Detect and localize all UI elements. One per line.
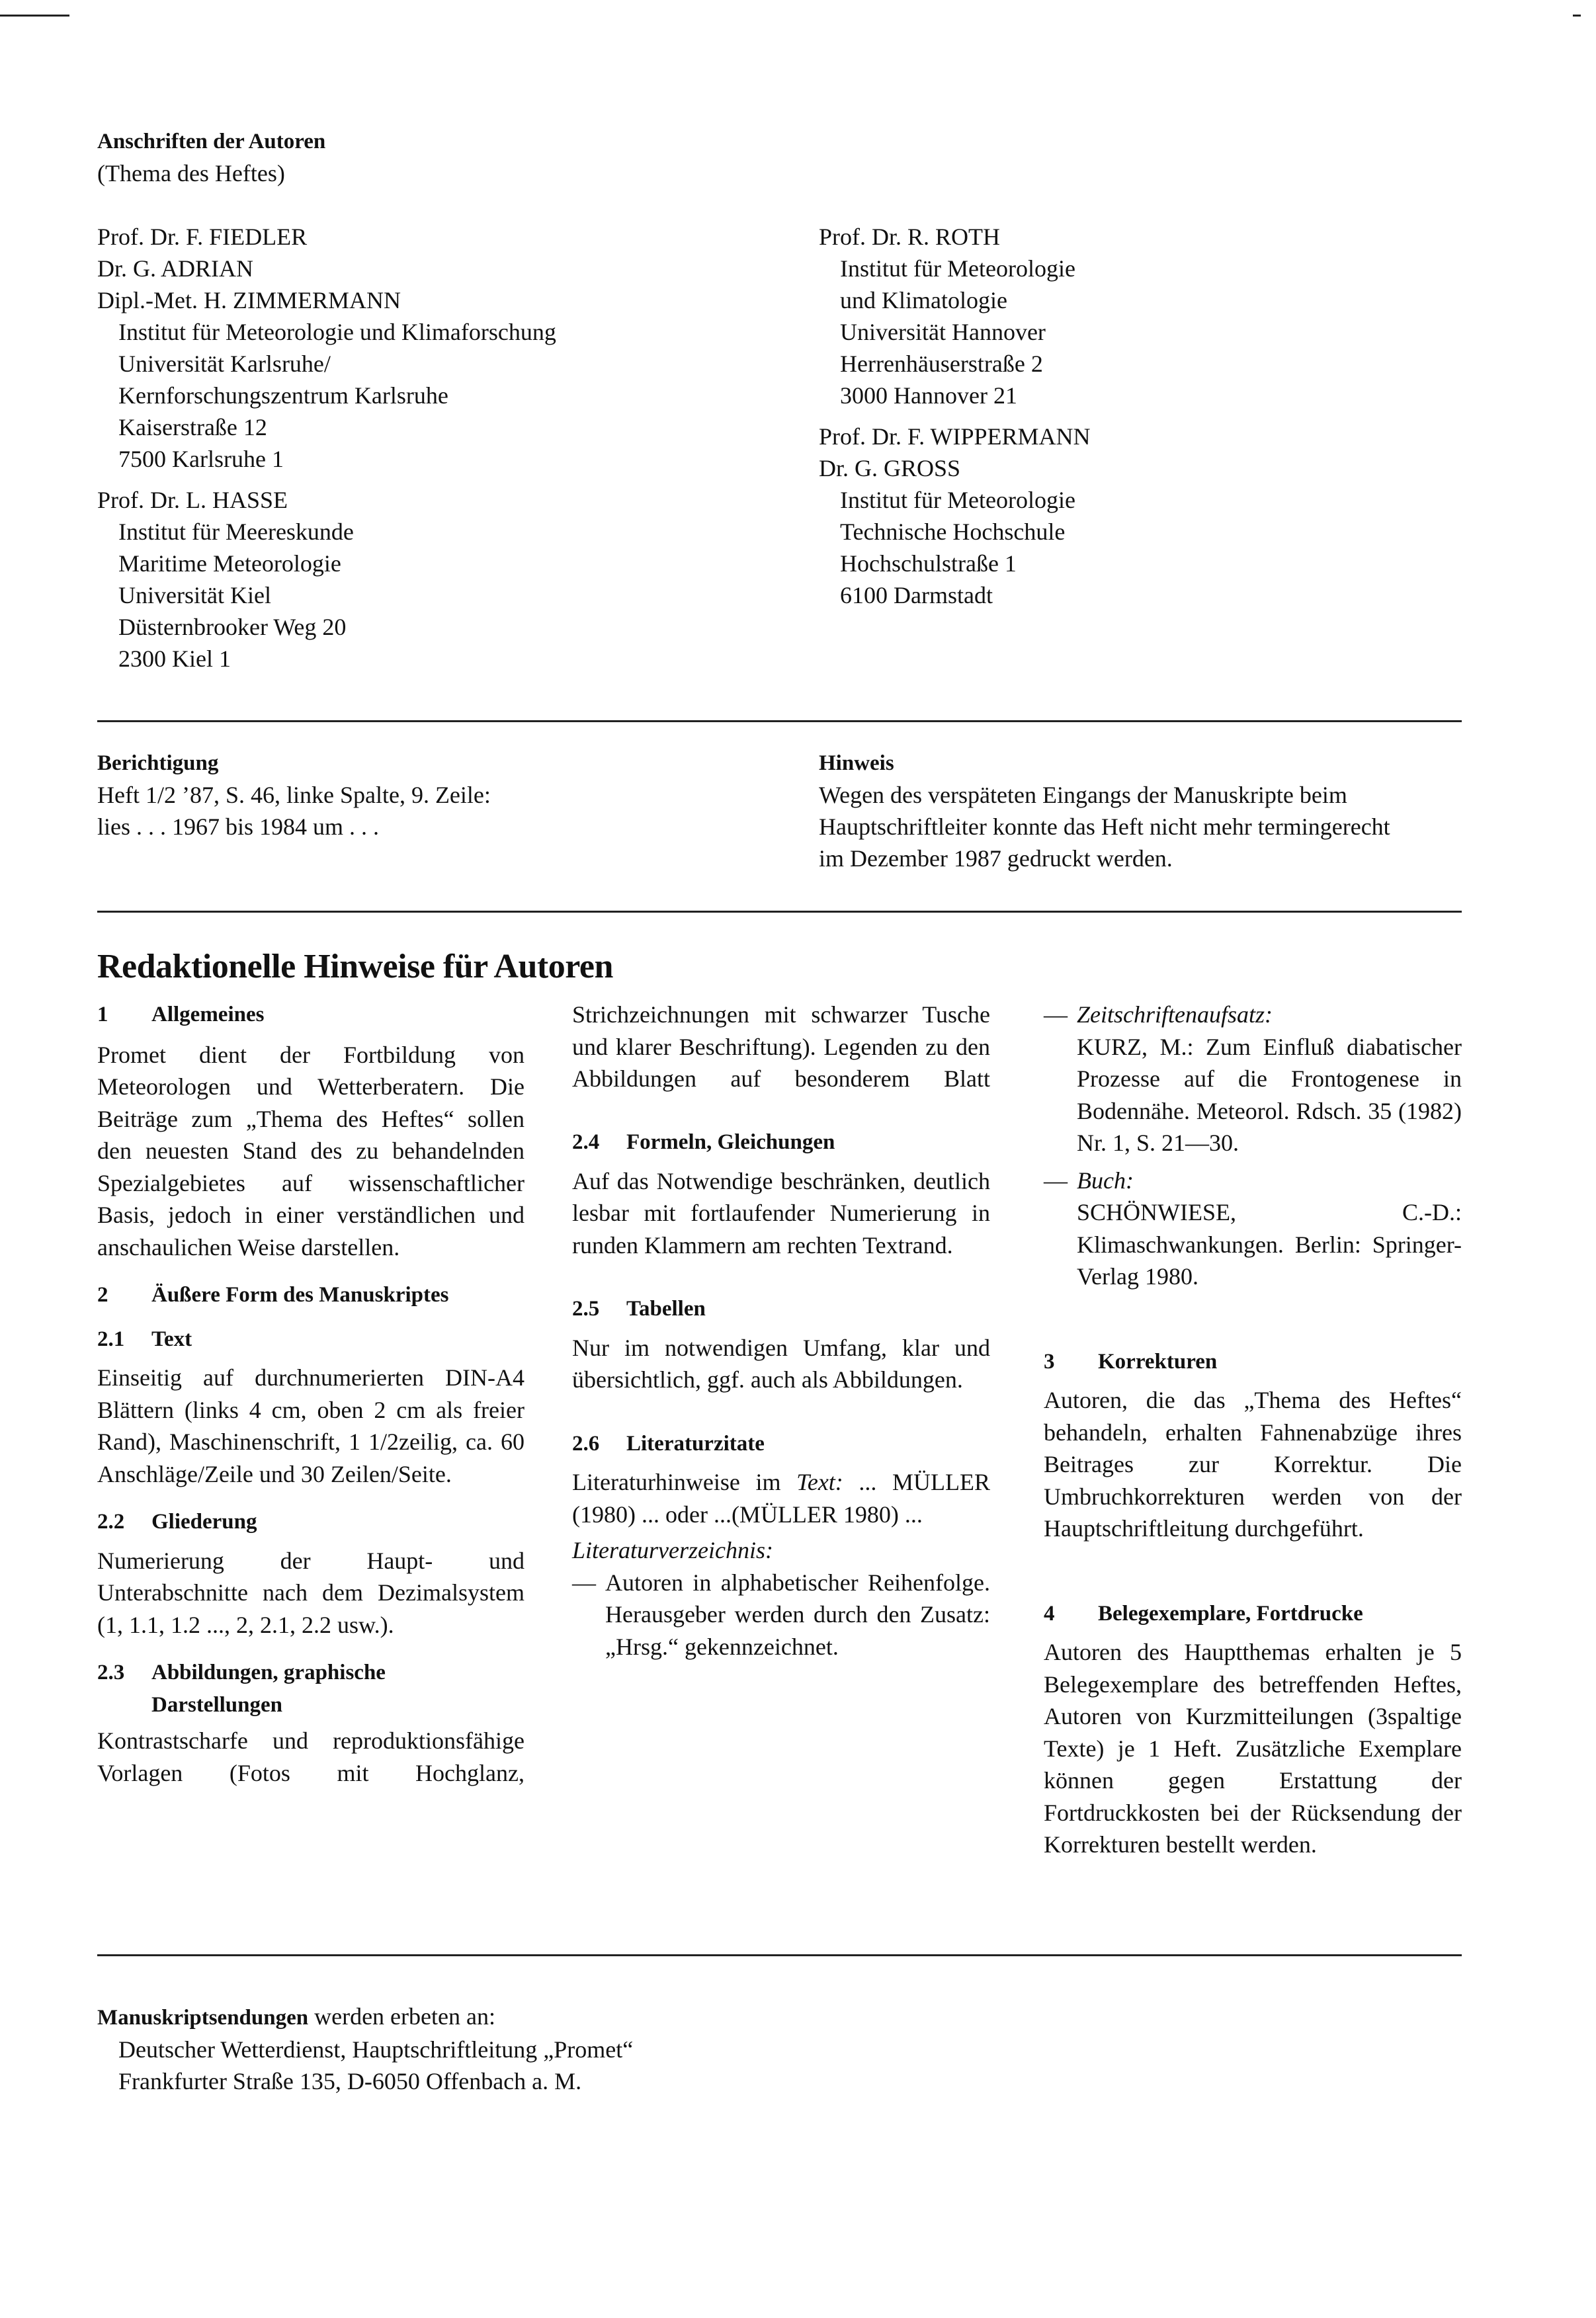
guidelines-title: Redaktionelle Hinweise für Autoren	[97, 948, 613, 985]
section-heading	[97, 1506, 525, 1538]
author-name: Dr. G. ADRIAN	[97, 255, 254, 282]
author-name: Dipl.-Met. H. ZIMMERMANN	[97, 287, 401, 313]
guidelines-column-2	[572, 999, 990, 1663]
section-number: 2.4	[572, 1130, 600, 1154]
address-line: Düsternbrooker Weg 20	[118, 614, 347, 640]
correction-line: Heft 1/2 ’87, S. 46, linke Spalte, 9. Zeile:	[97, 782, 491, 808]
address-line: Maritime Meteorologie	[118, 550, 341, 577]
address-block	[819, 221, 1480, 411]
section-text: Numerierung der Haupt- und Unterabschnitte nach dem Dezimalsystem (1, 1.1, 1.2 ..., 2, 2.1, 2.2 usw.).	[97, 1547, 525, 1638]
addresses-right-column	[819, 221, 1480, 611]
section-heading	[572, 1428, 990, 1460]
section-number: 4	[1044, 1601, 1055, 1626]
address-line: Universität Hannover	[840, 319, 1046, 345]
submission-intro	[97, 2001, 1023, 2034]
submission-rest: werden erbeten an:	[308, 2003, 495, 2030]
address-line: Kernforschungszentrum Karlsruhe	[118, 382, 448, 409]
address-line: Hochschulstraße 1	[840, 550, 1017, 577]
section-heading	[1044, 1598, 1462, 1630]
reference-type-label: Zeitschriftenaufsatz:	[1077, 1001, 1273, 1028]
section-number: 2	[97, 1283, 108, 1307]
address-block	[97, 221, 759, 475]
address-line: 7500 Karlsruhe 1	[118, 446, 284, 472]
address-line: Institut für Meteorologie	[840, 487, 1075, 513]
citation-intro: Literaturhinweise im	[572, 1469, 781, 1495]
section-title: Äußere Form des Manuskriptes	[151, 1283, 449, 1307]
author-name: Prof. Dr. F. FIEDLER	[97, 224, 308, 250]
notice-heading: Hinweis	[819, 751, 894, 775]
notice-line: Wegen des verspäteten Eingangs der Manuskripte beim	[819, 782, 1347, 808]
address-line: Herrenhäuserstraße 2	[840, 351, 1043, 377]
section-title: Formeln, Gleichungen	[626, 1130, 835, 1154]
corner-mark-left	[0, 15, 69, 17]
section-text: Autoren, die das „Thema des Heftes“ behandeln, erhalten Fahnenabzüge ihres Beitrages zur Korrektur. Die Umbruchkorrekturen werden von der Hauptschriftleitung durchgeführt.	[1044, 1387, 1462, 1542]
section-heading	[97, 999, 525, 1031]
reference-example: KURZ, M.: Zum Einfluß diabatischer Prozesse auf die Frontogenese in Bodennähe. Meteorol. Rdsch. 35 (1982) Nr. 1, S. 21—30.	[1077, 1033, 1462, 1156]
section-title: Allgemeines	[151, 1003, 265, 1026]
divider-2	[97, 911, 1462, 913]
author-name: Dr. G. GROSS	[819, 455, 961, 481]
section-number: 2.3	[97, 1661, 125, 1684]
submission-block	[97, 2001, 1023, 2097]
address-line: Institut für Meteorologie	[840, 255, 1075, 282]
citation-label: Text:	[796, 1469, 843, 1495]
section-heading	[97, 1657, 525, 1721]
section-number: 3	[1044, 1349, 1055, 1374]
correction-heading: Berichtigung	[97, 751, 219, 775]
submission-line: Deutscher Wetterdienst, Hauptschriftleitung „Promet“	[118, 2036, 634, 2063]
address-line: Institut für Meereskunde	[118, 518, 354, 545]
reference-item-text: Autoren in alphabetischer Reihenfolge. Herausgeber werden durch den Zusatz: „Hrsg.“ gekennzeichnet.	[605, 1569, 990, 1660]
correction-line: lies . . . 1967 bis 1984 um . . .	[97, 813, 380, 840]
dash: —	[1044, 1001, 1068, 1028]
section-number: 2.6	[572, 1431, 600, 1456]
notice-line: im Dezember 1987 gedruckt werden.	[819, 845, 1173, 872]
section-number: 1	[97, 1003, 108, 1026]
section-number: 2.5	[572, 1297, 600, 1321]
address-block	[819, 421, 1480, 611]
addresses-subheading: (Thema des Heftes)	[97, 160, 285, 186]
section-title: Abbildungen, graphische	[151, 1661, 386, 1684]
correction-box	[97, 747, 759, 843]
submission-bold: Manuskriptsendungen	[97, 2006, 309, 2030]
section-text: Kontrastscharfe und reproduktionsfähige Vorlagen (Fotos mit Hochglanz,	[97, 1727, 525, 1786]
address-line: Universität Karlsruhe/	[118, 351, 331, 377]
section-text: Nur im notwendigen Umfang, klar und übersichtlich, ggf. auch als Abbildungen.	[572, 1334, 990, 1393]
reference-item	[1044, 999, 1462, 1031]
divider-1	[97, 720, 1462, 722]
section-heading	[572, 1126, 990, 1159]
section-heading	[97, 1323, 525, 1356]
author-name: Prof. Dr. R. ROTH	[819, 224, 1001, 250]
section-number: 2.2	[97, 1510, 125, 1534]
section-text: Promet dient der Fortbildung von Meteorologen und Wetterberatern. Die Beiträge zum „Thema des Heftes“ sollen den neuesten Stand des zu behandelnden Spezialgebietes auf wissenschaftlicher Basis, jedoch in einer verständlichen und anschaulichen Weise darstellen.	[97, 1041, 525, 1261]
reference-item	[572, 1567, 990, 1663]
address-line: 2300 Kiel 1	[118, 645, 231, 672]
section-text: Auf das Notwendige beschränken, deutlich lesbar mit fortlaufender Numerierung in runden Klammern am rechten Textrand.	[572, 1167, 990, 1259]
section-title: Darstellungen	[151, 1692, 282, 1717]
guidelines-column-1	[97, 999, 525, 1789]
section-title: Text	[151, 1327, 192, 1351]
section-text: Autoren des Hauptthemas erhalten je 5 Belegexemplare des betreffenden Heftes, Autoren von Kurzmitteilungen (3spaltige Texte) je 1 Heft. Zusätzliche Exemplare können gegen Erstattung der Fortdruckkosten bei der Rücksendung der Korrekturen bestellt werden.	[1044, 1639, 1462, 1858]
corner-mark-right	[1573, 15, 1581, 17]
dash: —	[1044, 1167, 1068, 1194]
section-title: Belegexemplare, Fortdrucke	[1098, 1601, 1363, 1626]
notice-box	[819, 747, 1480, 874]
addresses-header	[97, 126, 325, 189]
section-title: Korrekturen	[1098, 1349, 1218, 1374]
section-heading	[1044, 1346, 1462, 1378]
submission-line: Frankfurter Straße 135, D-6050 Offenbach a. M.	[118, 2068, 582, 2094]
section-number: 2.1	[97, 1327, 125, 1351]
reference-item	[1044, 1165, 1462, 1197]
address-line: Kaiserstraße 12	[118, 414, 267, 440]
author-name: Prof. Dr. F. WIPPERMANN	[819, 423, 1091, 450]
guidelines-column-3	[1044, 999, 1462, 1861]
reference-example: SCHÖNWIESE, C.-D.: Klimaschwankungen. Berlin: Springer-Verlag 1980.	[1077, 1199, 1462, 1290]
address-line: Institut für Meteorologie und Klimaforschung	[118, 319, 556, 345]
divider-3	[97, 1954, 1462, 1956]
address-line: 6100 Darmstadt	[840, 582, 993, 608]
reference-type-label: Buch:	[1077, 1167, 1134, 1194]
author-name: Prof. Dr. L. HASSE	[97, 487, 288, 513]
address-line: 3000 Hannover 21	[840, 382, 1017, 409]
address-line: und Klimatologie	[840, 287, 1007, 313]
section-title: Gliederung	[151, 1510, 257, 1534]
section-text-continued: Strichzeichnungen mit schwarzer Tusche und klarer Beschriftung). Legenden zu den Abbildungen auf besonderem Blatt	[572, 1001, 990, 1092]
section-text: Einseitig auf durchnumerierten DIN-A4 Blättern (links 4 cm, oben 2 cm als freier Rand), Maschinenschrift, 1 1/2zeilig, ca. 60 Anschläge/Zeile und 30 Zeilen/Seite.	[97, 1364, 525, 1487]
address-block	[97, 484, 759, 675]
notice-line: Hauptschriftleiter konnte das Heft nicht mehr termingerecht	[819, 813, 1390, 840]
section-title: Literaturzitate	[626, 1431, 765, 1456]
citation-example: ... MÜLLER (1980) ... oder ...(MÜLLER 1980) ...	[572, 1469, 991, 1528]
addresses-left-column	[97, 221, 759, 675]
references-label: Literaturverzeichnis:	[572, 1537, 773, 1563]
address-line: Technische Hochschule	[840, 518, 1066, 545]
address-line: Universität Kiel	[118, 582, 271, 608]
addresses-heading: Anschriften der Autoren	[97, 130, 326, 153]
section-title: Tabellen	[626, 1297, 706, 1321]
section-heading	[572, 1293, 990, 1325]
section-heading	[97, 1279, 525, 1311]
dash: —	[572, 1569, 596, 1596]
section-text	[572, 1466, 990, 1530]
